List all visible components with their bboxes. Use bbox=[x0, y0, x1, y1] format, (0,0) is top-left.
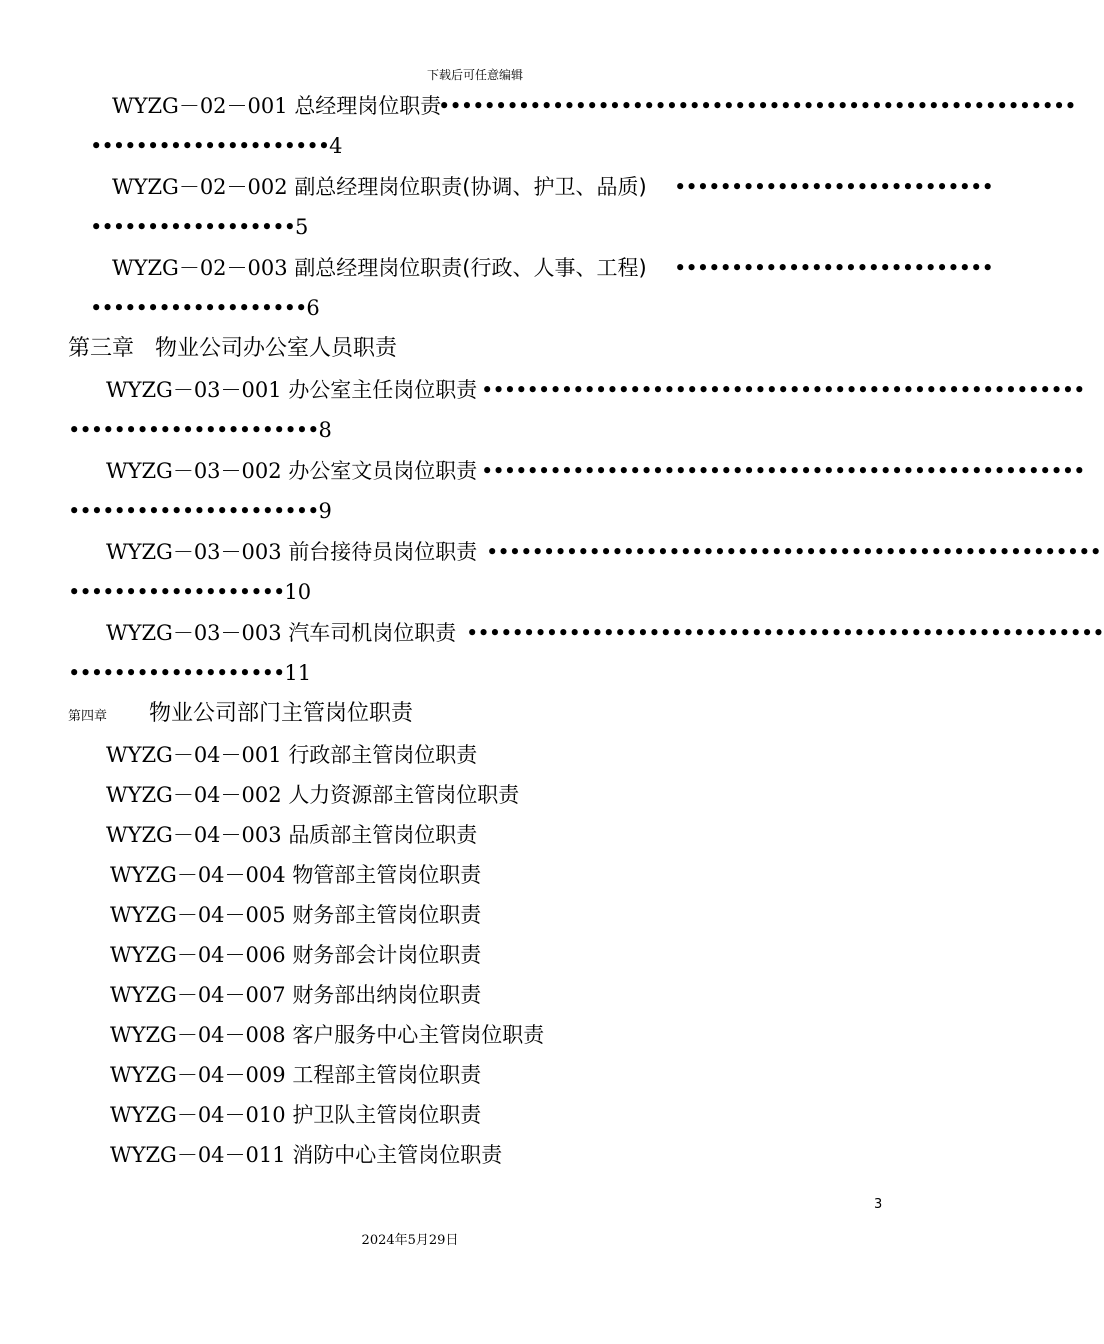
chapter-label: 第三章 bbox=[68, 336, 135, 361]
toc-entry-page: 11 bbox=[284, 661, 312, 685]
toc-entry[interactable] bbox=[110, 1102, 481, 1128]
toc-entry-title: 物管部主管岗位职责 bbox=[292, 863, 482, 887]
toc-entry-code: WYZG－03－002 bbox=[106, 459, 282, 483]
toc-leader-dots: •••••••••••••••••••••• bbox=[68, 418, 319, 442]
toc-entry[interactable] bbox=[106, 782, 519, 808]
toc-leader-dots: •••••••••••••••••••••••••••• bbox=[674, 175, 993, 199]
toc-entry[interactable] bbox=[110, 982, 481, 1008]
toc-entry[interactable] bbox=[110, 1062, 481, 1088]
toc-entry-title: 人力资源部主管岗位职责 bbox=[288, 783, 520, 807]
toc-entry[interactable] bbox=[110, 862, 481, 888]
toc-leader-dots: ••••••••••••••••••• bbox=[90, 296, 307, 320]
page-footer-date: 2024年5月29日 bbox=[361, 1233, 459, 1248]
toc-entry-title: 客户服务中心主管岗位职责 bbox=[292, 1023, 545, 1047]
toc-leader-dots: •••••••••••••••••••••••••••••••••••••••••••••••••••••••• bbox=[438, 94, 1076, 118]
toc-leader-dots: •••••••••••••••••••••• bbox=[68, 499, 319, 523]
toc-entry-continuation bbox=[68, 579, 311, 605]
toc-leader-dots: •••••••••••••••••••••••••••••••••••••••••••••••••••••• bbox=[486, 540, 1101, 564]
toc-entry-page: 9 bbox=[318, 499, 332, 523]
toc-entry-title: 前台接待员岗位职责 bbox=[288, 540, 478, 564]
toc-entry-code: WYZG－04－007 bbox=[110, 983, 286, 1007]
toc-entry-page: 10 bbox=[284, 580, 312, 604]
toc-entry-title: 办公室文员岗位职责 bbox=[288, 459, 478, 483]
toc-entry-code: WYZG－04－011 bbox=[110, 1143, 286, 1167]
toc-entry-code: WYZG－02－002 bbox=[112, 175, 288, 199]
toc-leader-dots: ••••••••••••••••••••••••••••••••••••••••••••••••••••• bbox=[481, 459, 1085, 483]
toc-entry-code: WYZG－04－009 bbox=[110, 1063, 286, 1087]
toc-entry[interactable] bbox=[110, 942, 481, 968]
toc-entry-code: WYZG－02－003 bbox=[112, 256, 288, 280]
toc-entry-code: WYZG－04－010 bbox=[110, 1103, 286, 1127]
toc-entry-continuation bbox=[68, 498, 332, 524]
toc-entry-page: 5 bbox=[294, 215, 309, 239]
chapter-heading[interactable] bbox=[68, 336, 397, 362]
toc-entry[interactable] bbox=[106, 458, 477, 484]
toc-entry-continuation bbox=[68, 660, 311, 686]
toc-entry-page: 6 bbox=[306, 296, 320, 320]
toc-entry-code: WYZG－04－006 bbox=[110, 943, 286, 967]
toc-entry-code: WYZG－02－001 bbox=[112, 94, 288, 118]
toc-entry-code: WYZG－04－001 bbox=[106, 743, 282, 767]
toc-entry[interactable] bbox=[106, 742, 477, 768]
toc-entry-title: 总经理岗位职责 bbox=[294, 94, 442, 118]
toc-entry-continuation bbox=[90, 295, 320, 321]
chapter-label: 第四章 bbox=[68, 709, 108, 724]
page-number: 3 bbox=[874, 1197, 883, 1212]
toc-entry[interactable] bbox=[106, 620, 456, 646]
toc-entry-code: WYZG－04－002 bbox=[106, 783, 282, 807]
toc-entry-code: WYZG－04－004 bbox=[110, 863, 286, 887]
toc-entry[interactable] bbox=[110, 1022, 544, 1048]
toc-entry-continuation bbox=[68, 417, 332, 443]
toc-entry-title: 汽车司机岗位职责 bbox=[288, 621, 457, 645]
toc-entry-title: 副总经理岗位职责(行政、人事、工程) bbox=[294, 256, 647, 280]
toc-leader-dots: •••••••••••••••••••••••••••• bbox=[674, 256, 993, 280]
toc-entry-title: 护卫队主管岗位职责 bbox=[292, 1103, 482, 1127]
chapter-heading[interactable] bbox=[68, 701, 413, 730]
toc-entry-title: 财务部会计岗位职责 bbox=[292, 943, 482, 967]
toc-entry-title: 副总经理岗位职责(协调、护卫、品质) bbox=[294, 175, 647, 199]
toc-entry-page: 4 bbox=[329, 134, 343, 158]
toc-entry-title: 办公室主任岗位职责 bbox=[288, 378, 478, 402]
toc-entry-continuation bbox=[90, 214, 308, 240]
toc-entry-title: 行政部主管岗位职责 bbox=[288, 743, 478, 767]
toc-entry-title: 消防中心主管岗位职责 bbox=[292, 1143, 503, 1167]
toc-leader-dots: ••••••••••••••••••••••••••••••••••••••••••••••••••••• bbox=[481, 378, 1085, 402]
toc-entry-code: WYZG－04－008 bbox=[110, 1023, 286, 1047]
toc-entry-continuation bbox=[90, 133, 343, 159]
toc-entry-code: WYZG－03－003 bbox=[106, 621, 282, 645]
toc-entry-title: 工程部主管岗位职责 bbox=[292, 1063, 482, 1087]
toc-entry[interactable] bbox=[110, 902, 481, 928]
toc-entry[interactable] bbox=[106, 539, 477, 565]
toc-entry-code: WYZG－03－003 bbox=[106, 540, 282, 564]
toc-leader-dots: ••••••••••••••••••••• bbox=[90, 134, 330, 158]
toc-entry[interactable] bbox=[112, 174, 647, 200]
toc-leader-dots: •••••••••••••••••• bbox=[90, 215, 295, 239]
toc-entry[interactable] bbox=[112, 255, 647, 281]
toc-entry[interactable] bbox=[112, 93, 441, 119]
toc-entry[interactable] bbox=[106, 377, 477, 403]
toc-entry-code: WYZG－04－005 bbox=[110, 903, 286, 927]
chapter-title: 物业公司办公室人员职责 bbox=[155, 336, 398, 361]
page-header: 下载后可任意编辑 bbox=[426, 68, 523, 82]
toc-entry-title: 财务部主管岗位职责 bbox=[292, 903, 482, 927]
toc-entry-page: 8 bbox=[318, 418, 332, 442]
toc-entry[interactable] bbox=[106, 822, 477, 848]
toc-leader-dots: •••••••••••••••••••••••••••••••••••••••••••••••••••••••• bbox=[466, 621, 1104, 645]
toc-entry-code: WYZG－04－003 bbox=[106, 823, 282, 847]
toc-entry[interactable] bbox=[110, 1142, 502, 1168]
toc-leader-dots: ••••••••••••••••••• bbox=[68, 580, 285, 604]
toc-entry-code: WYZG－03－001 bbox=[106, 378, 282, 402]
toc-leader-dots: ••••••••••••••••••• bbox=[68, 661, 285, 685]
toc-entry-title: 品质部主管岗位职责 bbox=[288, 823, 478, 847]
chapter-title: 物业公司部门主管岗位职责 bbox=[148, 701, 413, 726]
toc-entry-title: 财务部出纳岗位职责 bbox=[292, 983, 482, 1007]
